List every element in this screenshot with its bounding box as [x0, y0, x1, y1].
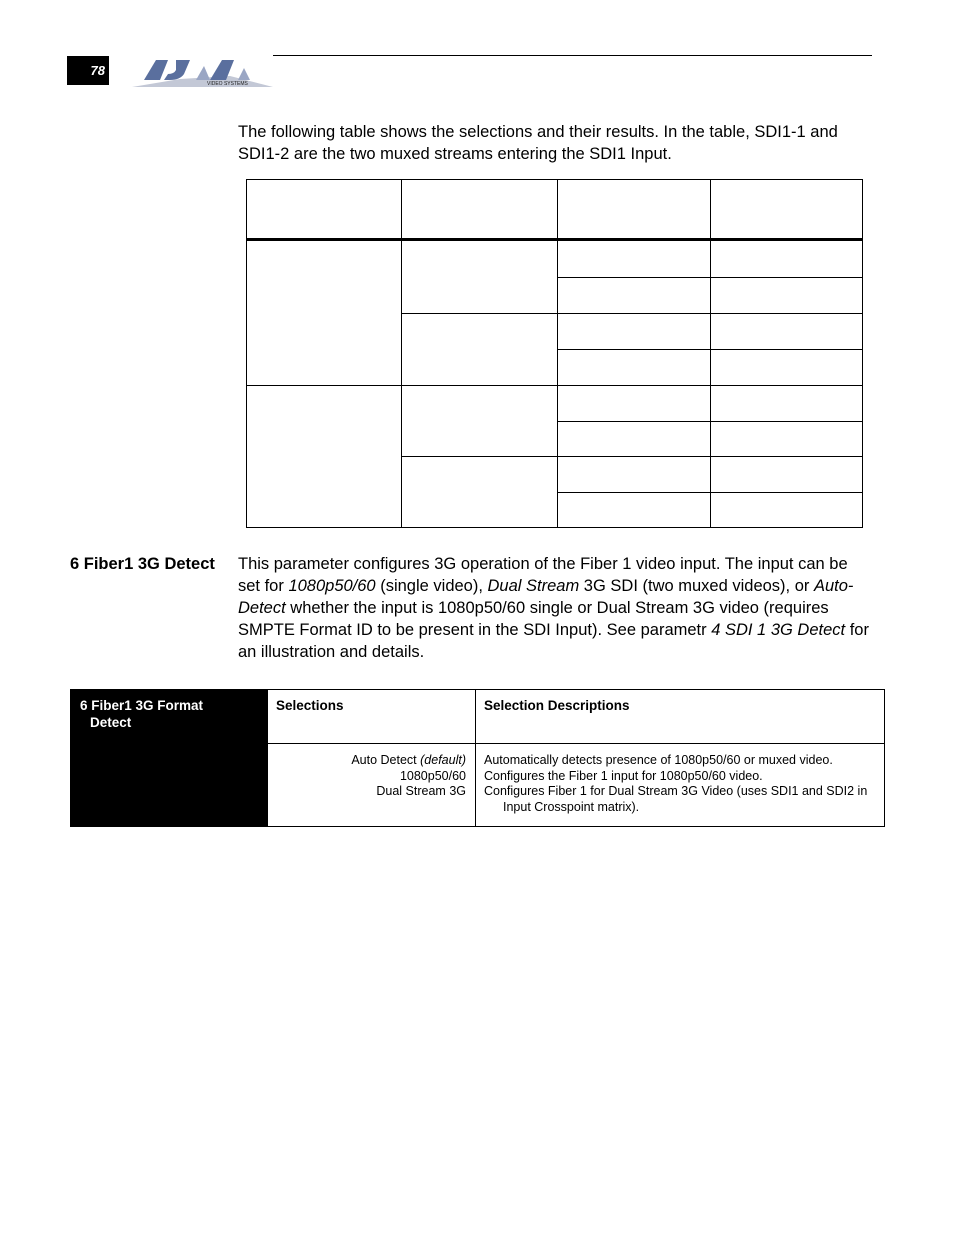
results-cell	[401, 385, 558, 457]
description-line: Input Crosspoint matrix).	[503, 799, 640, 814]
results-cell	[710, 277, 863, 314]
selection-note: (default)	[420, 753, 466, 767]
para-italic: Auto-Detect	[238, 577, 854, 617]
descriptions-cell	[475, 743, 885, 827]
description-line: Configures Fiber 1 for Dual Stream 3G Video (uses SDI1 and SDI2 in	[484, 784, 868, 798]
intro-paragraph: The following table shows the selections and their results. In the table, SDI1-1 and SDI1-2 are the two muxed streams entering the SDI1 Input.	[238, 123, 838, 163]
description-line: Automatically detects presence of 1080p50/60 or muxed video.	[484, 753, 833, 767]
parameter-name: 6 Fiber1 3G Format	[80, 698, 204, 713]
results-cell	[557, 492, 711, 528]
aja-logo	[130, 54, 275, 88]
results-cell	[710, 240, 863, 278]
para-text: whether the input is 1080p50/60 single or Dual Stream 3G video (requires SMPTE Format ID to be present in the SDI Input). See parametr	[238, 599, 829, 639]
page-number	[67, 56, 109, 85]
para-italic: 1080p50/60	[288, 577, 376, 595]
results-cell	[246, 385, 402, 528]
results-cell	[401, 313, 558, 386]
results-cell	[710, 492, 863, 528]
selection-item	[268, 753, 466, 769]
section-paragraph	[238, 553, 870, 663]
selections-cell	[267, 743, 476, 827]
results-cell	[401, 456, 558, 528]
results-cell	[710, 349, 863, 386]
results-cell	[557, 240, 711, 278]
para-italic: 4 SDI 1 3G Detect	[711, 621, 846, 639]
results-cell	[557, 421, 711, 457]
results-header-cell	[246, 179, 402, 241]
results-cell	[557, 349, 711, 386]
results-header-cell	[557, 179, 711, 241]
results-cell	[246, 240, 402, 386]
selection-label: Auto Detect	[351, 753, 417, 767]
results-cell	[557, 277, 711, 314]
selections-header: Selections	[267, 689, 476, 744]
selection-item: 1080p50/60	[399, 768, 466, 783]
results-cell	[557, 456, 711, 493]
parameter-table	[70, 689, 885, 827]
results-cell	[401, 240, 558, 314]
results-header-cell	[401, 179, 558, 241]
results-table	[246, 179, 863, 528]
results-cell	[710, 313, 863, 350]
header-rule	[273, 55, 872, 56]
results-cell	[710, 421, 863, 457]
results-cell	[557, 313, 711, 350]
section-heading: 6 Fiber1 3G Detect	[70, 555, 215, 573]
para-text: 3G SDI (two muxed videos), or	[579, 577, 814, 595]
parameter-name-cell	[70, 689, 268, 827]
selection-item: Dual Stream 3G	[376, 784, 466, 798]
descriptions-header: Selection Descriptions	[475, 689, 885, 744]
results-header-cell	[710, 179, 863, 241]
para-text: This parameter configures 3G operation of the Fiber 1 video input. The input can be set for	[238, 555, 848, 595]
results-cell	[710, 385, 863, 422]
logo-tagline: VIDEO SYSTEMS	[207, 81, 248, 87]
para-text: (single video),	[375, 577, 488, 595]
results-cell	[710, 456, 863, 493]
results-cell	[557, 385, 711, 422]
para-italic: Dual Stream	[487, 577, 580, 595]
parameter-name-cont: Detect	[90, 715, 132, 730]
para-text: for an illustration and details.	[238, 621, 869, 661]
page-number-text: 78	[90, 63, 105, 78]
description-line: Configures the Fiber 1 input for 1080p50/60 video.	[484, 768, 763, 783]
